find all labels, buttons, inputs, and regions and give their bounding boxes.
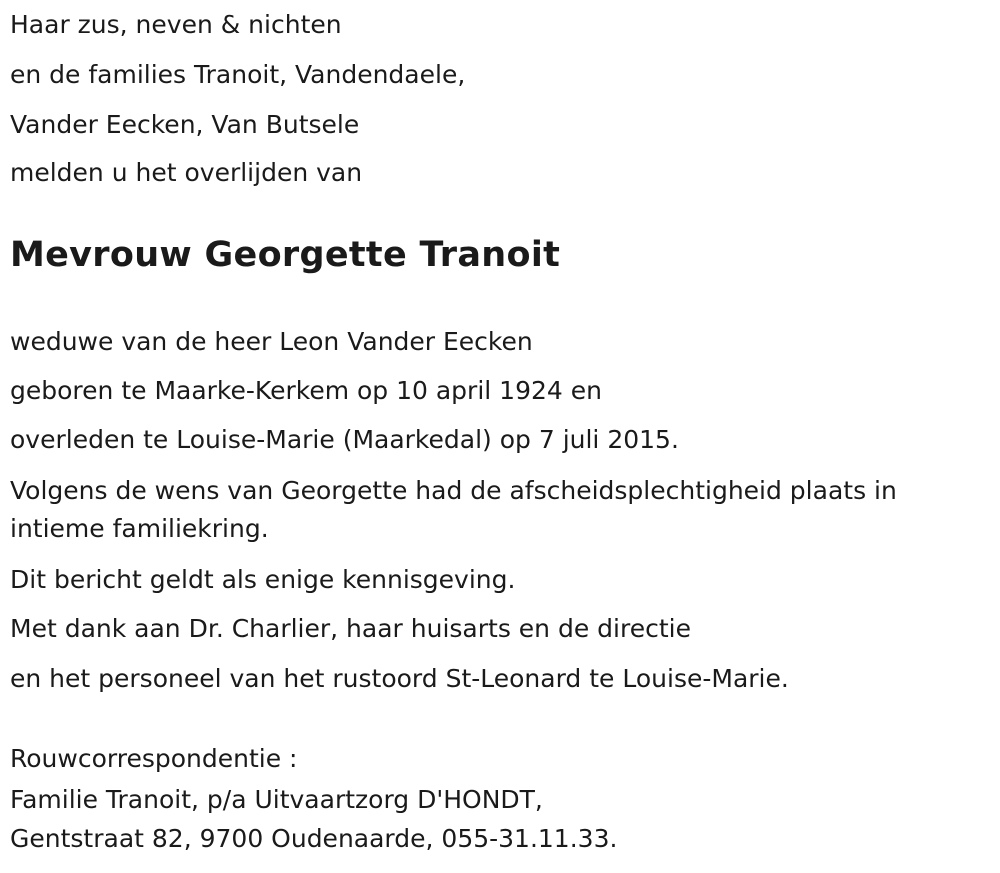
intro-line-4: melden u het overlijden van	[10, 158, 363, 187]
detail-line-7: en het personeel van het rustoord St-Leonard te Louise-Marie.	[10, 664, 789, 693]
correspondence-line-1: Familie Tranoit, p/a Uitvaartzorg D'HONDT,	[10, 785, 543, 814]
detail-line-2: geboren te Maarke-Kerkem op 10 april 1924 en	[10, 376, 602, 405]
intro-line-2: en de families Tranoit, Vandendaele,	[10, 60, 466, 89]
detail-line-6: Met dank aan Dr. Charlier, haar huisarts en de directie	[10, 614, 691, 643]
correspondence-line-2: Gentstraat 82, 9700 Oudenaarde, 055-31.11.33.	[10, 824, 618, 853]
detail-line-1: weduwe van de heer Leon Vander Eecken	[10, 327, 533, 356]
deceased-name: Mevrouw Georgette Tranoit	[10, 235, 561, 275]
intro-line-1: Haar zus, neven & nichten	[10, 10, 342, 39]
detail-line-5: Dit bericht geldt als enige kennisgeving.	[10, 565, 516, 594]
intro-line-3: Vander Eecken, Van Butsele	[10, 110, 360, 139]
detail-line-3: overleden te Louise-Marie (Maarkedal) op 7 juli 2015.	[10, 425, 679, 454]
correspondence-heading: Rouwcorrespondentie :	[10, 744, 298, 773]
detail-line-4: Volgens de wens van Georgette had de afscheidsplechtigheid plaats in intieme familiekring.	[10, 476, 897, 543]
